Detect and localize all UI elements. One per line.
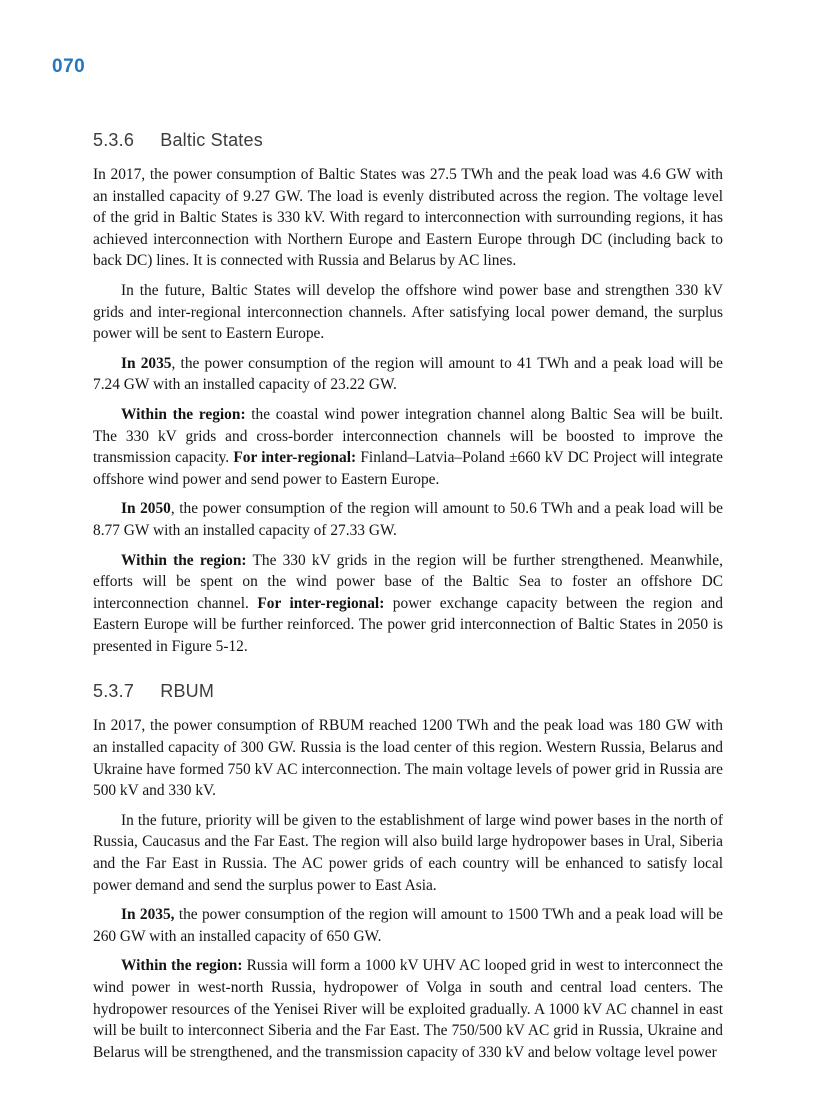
bold-text-run: Within the region: (121, 957, 243, 975)
text-run: the power consumption of the region will amount to 1500 TWh and a peak load will be 260 GW with an installed capacity of 650 GW. (93, 906, 723, 945)
paragraph (93, 810, 723, 896)
section-heading (93, 681, 723, 702)
bold-text-run: For inter-regional: (233, 449, 357, 467)
section-baltic-states (93, 130, 723, 657)
paragraph (93, 280, 723, 345)
text-run: In 2017, the power consumption of Baltic States was 27.5 TWh and the peak load was 4.6 GW with an installed capacity of 9.27 GW. The load is evenly distributed across the region. The voltage level of the grid in Baltic States is 330 kV. With regard to interconnection with surrounding regions, it has achieved interconnection with Northern Europe and Eastern Europe through DC (including back to back DC) lines. It is connected with Russia and Belarus by AC lines. (93, 166, 723, 270)
text-run: , the power consumption of the region will amount to 41 TWh and a peak load will be 7.24 GW with an installed capacity of 23.22 GW. (93, 354, 723, 394)
paragraph (93, 955, 723, 1063)
paragraph (93, 715, 723, 801)
paragraph (93, 904, 723, 947)
section-number: 5.3.6 (93, 130, 135, 150)
paragraph (93, 164, 723, 272)
bold-text-run: Within the region: (121, 405, 246, 423)
paragraph (93, 404, 723, 490)
section-number: 5.3.7 (93, 681, 135, 702)
bold-text-run: In 2050 (121, 500, 171, 518)
text-run: power exchange capacity between the region and Eastern Europe will be further reinforced. The power grid interconnection of Baltic States in 2050 is presented in Figure 5-12. (93, 594, 723, 655)
section-paragraphs (93, 715, 723, 1063)
text-run: The 330 kV grids in the region will be further strengthened. Meanwhile, efforts will be spent on the wind power base of the Baltic Sea to foster an offshore DC interconnection channel. (93, 551, 723, 612)
text-run: In the future, Baltic States will develop the offshore wind power base and strengthen 330 kV grids and inter-regional interconnection channels. After satisfying local power demand, the surplus power will be sent to Eastern Europe. (93, 281, 723, 343)
text-run: In 2017, the power consumption of RBUM reached 1200 TWh and the peak load was 180 GW with an installed capacity of 300 GW. Russia is the load center of this region. Western Russia, Belarus and Ukraine have formed 750 kV AC interconnection. The main voltage levels of power grid in Russia are 500 kV and 330 kV. (93, 717, 723, 800)
bold-text-run: In 2035, (121, 906, 175, 924)
text-run: the coastal wind power integration channel along Baltic Sea will be built. The 330 kV grids and cross-border interconnection channels will be boosted to improve the transmission capacity. (93, 405, 724, 467)
text-run: Russia will form a 1000 kV UHV AC looped grid in west to interconnect the wind power in west-north Russia, hydropower of Volga in south and central load centers. The hydropower resources of the Yenisei River will be exploited gradually. A 1000 kV AC channel in east will be built to interconnect Siberia and the Far East. The 750/500 kV AC grid in Russia, Ukraine and Belarus will be strengthened, and the transmission capacity of 330 kV and below voltage level power (93, 957, 723, 1061)
paragraph (93, 550, 723, 658)
section-title: RBUM (160, 681, 215, 702)
bold-text-run: For inter-regional: (257, 594, 385, 612)
paragraph (93, 498, 723, 541)
bold-text-run: Within the region: (121, 551, 247, 569)
section-paragraphs (93, 164, 723, 657)
section-rbum (93, 681, 723, 1063)
page-content (93, 130, 723, 1071)
page-number: 070 (52, 56, 86, 77)
section-title: Baltic States (160, 130, 263, 150)
text-run: , the power consumption of the region will amount to 50.6 TWh and a peak load will be 8.77 GW with an installed capacity of 27.33 GW. (93, 500, 723, 539)
section-heading (93, 130, 723, 151)
text-run: In the future, priority will be given to the establishment of large wind power bases in the north of Russia, Caucasus and the Far East. The region will also build large hydropower bases in Ural, Siberia and the Far East in Russia. The AC power grids of each country will be enhanced to satisfy local power demand and send the surplus power to East Asia. (93, 811, 723, 894)
bold-text-run: In 2035 (121, 354, 172, 372)
text-run: Finland–Latvia–Poland ±660 kV DC Project will integrate offshore wind power and send power to Eastern Europe. (93, 449, 723, 488)
paragraph (93, 353, 723, 396)
